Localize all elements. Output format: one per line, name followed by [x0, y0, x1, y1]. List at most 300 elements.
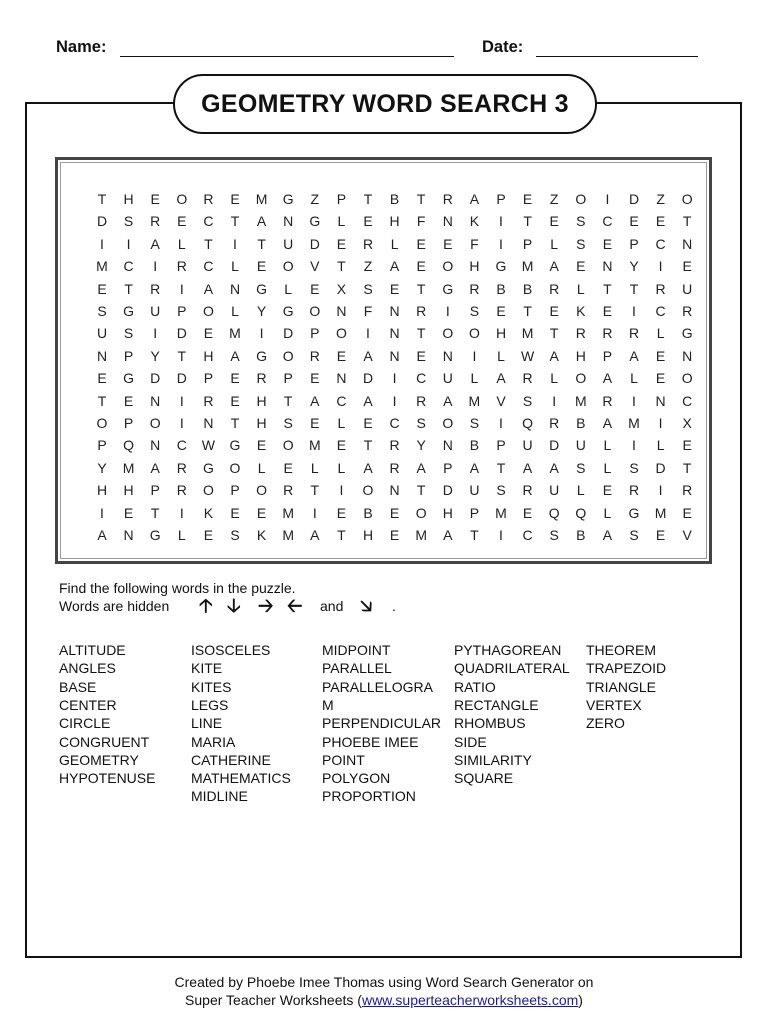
grid-letter[interactable]: P	[469, 504, 480, 521]
grid-letter[interactable]: I	[499, 213, 503, 230]
grid-letter[interactable]: N	[442, 213, 453, 230]
grid-letter[interactable]: U	[469, 482, 480, 499]
grid-letter[interactable]: A	[629, 347, 639, 364]
grid-letter[interactable]: I	[552, 392, 557, 409]
grid-letter[interactable]: T	[682, 459, 692, 476]
grid-letter[interactable]: E	[230, 504, 240, 521]
grid-letter[interactable]: I	[632, 437, 636, 454]
grid-letter[interactable]: M	[122, 459, 135, 476]
grid-letter[interactable]: T	[310, 482, 320, 499]
grid-letter[interactable]: E	[283, 459, 293, 476]
grid-letter[interactable]: O	[229, 459, 241, 476]
grid-letter[interactable]: W	[201, 437, 215, 454]
grid-letter[interactable]: U	[682, 280, 693, 297]
grid-letter[interactable]: G	[149, 527, 161, 543]
grid-letter[interactable]: D	[549, 437, 560, 454]
grid-letter[interactable]: A	[549, 258, 559, 275]
grid-letter[interactable]: T	[283, 392, 293, 409]
grid-letter[interactable]: I	[153, 325, 158, 342]
grid-letter[interactable]: A	[363, 347, 373, 364]
grid-letter[interactable]: S	[469, 415, 480, 431]
grid-letter[interactable]: T	[416, 191, 426, 207]
grid-letter[interactable]: R	[682, 482, 693, 499]
grid-letter[interactable]: S	[576, 459, 586, 476]
grid-letter[interactable]: U	[575, 437, 586, 454]
grid-letter[interactable]: Q	[548, 504, 560, 521]
grid-letter[interactable]: S	[576, 213, 586, 230]
grid-letter[interactable]: L	[310, 459, 319, 476]
grid-letter[interactable]: H	[256, 415, 267, 431]
grid-letter[interactable]: G	[123, 370, 135, 387]
grid-letter[interactable]: E	[496, 303, 506, 319]
grid-letter[interactable]: R	[442, 191, 453, 207]
grid-letter[interactable]: C	[203, 258, 214, 275]
grid-letter[interactable]: R	[176, 459, 187, 476]
grid-letter[interactable]: G	[442, 280, 454, 297]
grid-letter[interactable]: T	[523, 303, 532, 319]
grid-letter[interactable]: T	[337, 527, 346, 543]
grid-letter[interactable]: N	[203, 415, 214, 431]
grid-letter[interactable]: O	[176, 191, 188, 207]
grid-letter[interactable]: E	[389, 527, 400, 543]
grid-letter[interactable]: L	[497, 347, 505, 364]
grid-letter[interactable]: Z	[310, 191, 320, 207]
grid-letter[interactable]: A	[363, 459, 373, 476]
grid-letter[interactable]: A	[496, 370, 506, 387]
grid-letter[interactable]: R	[203, 392, 214, 409]
grid-letter[interactable]: H	[469, 258, 480, 275]
grid-letter[interactable]: V	[496, 392, 506, 409]
grid-letter[interactable]: E	[150, 191, 160, 207]
grid-letter[interactable]: E	[230, 191, 240, 207]
grid-letter[interactable]: B	[522, 280, 533, 297]
grid-letter[interactable]: N	[602, 258, 613, 275]
grid-letter[interactable]: P	[97, 437, 107, 454]
grid-letter[interactable]: L	[284, 280, 293, 297]
grid-letter[interactable]: E	[310, 280, 320, 297]
grid-letter[interactable]: C	[123, 258, 134, 275]
grid-letter[interactable]: R	[655, 280, 666, 297]
grid-letter[interactable]: M	[282, 527, 295, 543]
grid-letter[interactable]: Q	[522, 415, 534, 431]
grid-letter[interactable]: E	[336, 347, 347, 364]
grid-letter[interactable]: A	[363, 392, 373, 409]
grid-letter[interactable]: T	[230, 415, 240, 431]
grid-letter[interactable]: L	[656, 437, 665, 454]
grid-letter[interactable]: E	[123, 392, 134, 409]
grid-letter[interactable]: A	[469, 459, 480, 476]
grid-letter[interactable]: B	[363, 504, 373, 521]
grid-letter[interactable]: A	[443, 392, 453, 409]
grid-letter[interactable]: F	[416, 213, 426, 230]
grid-letter[interactable]: O	[309, 303, 321, 319]
grid-letter[interactable]: L	[177, 235, 186, 252]
grid-letter[interactable]: A	[230, 347, 240, 364]
grid-letter[interactable]: E	[682, 504, 692, 521]
grid-letter[interactable]: T	[337, 258, 346, 275]
grid-letter[interactable]: B	[576, 415, 586, 431]
grid-letter[interactable]: K	[576, 303, 586, 319]
grid-letter[interactable]: S	[496, 482, 506, 499]
grid-letter[interactable]: H	[256, 392, 267, 409]
grid-letter[interactable]: Y	[150, 347, 160, 364]
grid-letter[interactable]: G	[628, 504, 640, 521]
grid-letter[interactable]: A	[443, 527, 453, 543]
grid-letter[interactable]: E	[389, 280, 400, 297]
grid-letter[interactable]: P	[150, 482, 160, 499]
grid-letter[interactable]: M	[654, 504, 667, 521]
grid-letter[interactable]: N	[389, 482, 400, 499]
grid-letter[interactable]: L	[630, 370, 638, 387]
grid-letter[interactable]: X	[336, 280, 347, 297]
grid-letter[interactable]: S	[123, 325, 134, 342]
grid-letter[interactable]: G	[229, 437, 241, 454]
grid-letter[interactable]: O	[575, 191, 587, 207]
grid-letter[interactable]: N	[150, 437, 161, 454]
grid-letter[interactable]: U	[96, 325, 108, 342]
grid-letter[interactable]: E	[256, 504, 267, 521]
grid-letter[interactable]: R	[362, 235, 374, 252]
grid-letter[interactable]: D	[150, 370, 161, 387]
grid-letter[interactable]: S	[123, 213, 134, 230]
grid-letter[interactable]: M	[574, 392, 587, 409]
grid-letter[interactable]: L	[390, 235, 399, 252]
grid-letter[interactable]: P	[496, 191, 506, 207]
grid-letter[interactable]: C	[336, 392, 347, 409]
grid-letter[interactable]: N	[389, 347, 400, 364]
grid-letter[interactable]: L	[337, 213, 346, 230]
grid-letter[interactable]: A	[549, 459, 559, 476]
grid-letter[interactable]: P	[177, 303, 187, 319]
grid-letter[interactable]: T	[682, 213, 692, 230]
grid-letter[interactable]: N	[283, 213, 294, 230]
grid-letter[interactable]: V	[682, 527, 692, 543]
grid-letter[interactable]: E	[549, 213, 559, 230]
grid-letter[interactable]: N	[442, 347, 453, 364]
grid-letter[interactable]: R	[416, 392, 427, 409]
grid-letter[interactable]: O	[149, 415, 161, 431]
grid-letter[interactable]: N	[96, 347, 108, 364]
grid-letter[interactable]: I	[499, 415, 503, 431]
grid-letter[interactable]: R	[549, 415, 560, 431]
grid-letter[interactable]: H	[362, 527, 374, 543]
grid-letter[interactable]: E	[230, 392, 240, 409]
grid-letter[interactable]: C	[655, 303, 666, 319]
grid-letter[interactable]: L	[470, 370, 479, 387]
grid-letter[interactable]: P	[230, 482, 240, 499]
grid-letter[interactable]: A	[310, 527, 320, 543]
grid-letter[interactable]: G	[282, 303, 294, 319]
grid-letter[interactable]: E	[310, 370, 320, 387]
grid-letter[interactable]: E	[522, 191, 533, 207]
grid-letter[interactable]: I	[658, 482, 663, 499]
grid-letter[interactable]: O	[442, 258, 454, 275]
grid-letter[interactable]: C	[522, 527, 533, 543]
grid-letter[interactable]: P	[443, 459, 453, 476]
grid-letter[interactable]: B	[576, 527, 586, 543]
grid-letter[interactable]: Z	[656, 191, 665, 207]
grid-letter[interactable]: I	[392, 370, 397, 387]
grid-letter[interactable]: P	[602, 347, 613, 364]
grid-letter[interactable]: O	[202, 482, 214, 499]
grid-letter[interactable]: L	[177, 527, 186, 543]
grid-letter[interactable]: B	[389, 191, 400, 207]
grid-letter[interactable]: C	[602, 213, 613, 230]
grid-letter[interactable]: L	[337, 459, 346, 476]
grid-letter[interactable]: I	[499, 235, 503, 252]
grid-letter[interactable]: M	[495, 504, 507, 521]
grid-letter[interactable]: I	[179, 415, 184, 431]
grid-letter[interactable]: P	[336, 191, 347, 207]
grid-letter[interactable]: G	[495, 258, 507, 275]
grid-letter[interactable]: C	[655, 235, 666, 252]
grid-letter[interactable]: D	[96, 213, 108, 230]
grid-letter[interactable]: A	[150, 235, 160, 252]
grid-letter[interactable]: I	[339, 482, 344, 499]
grid-letter[interactable]: E	[602, 235, 613, 252]
grid-letter[interactable]: U	[150, 303, 161, 319]
grid-letter[interactable]: I	[632, 392, 636, 409]
grid-letter[interactable]: S	[522, 392, 533, 409]
grid-letter[interactable]: O	[468, 325, 480, 342]
grid-letter[interactable]: P	[123, 415, 134, 431]
grid-letter[interactable]: E	[177, 213, 187, 230]
grid-letter[interactable]: I	[179, 392, 184, 409]
grid-letter[interactable]: D	[362, 370, 374, 387]
grid-letter[interactable]: I	[658, 415, 663, 431]
grid-letter[interactable]: E	[256, 258, 267, 275]
grid-letter[interactable]: S	[283, 415, 293, 431]
grid-letter[interactable]: L	[576, 482, 585, 499]
grid-letter[interactable]: E	[389, 504, 400, 521]
date-field[interactable]	[536, 56, 698, 57]
grid-letter[interactable]: E	[336, 504, 347, 521]
grid-letter[interactable]: T	[97, 392, 107, 409]
grid-letter[interactable]: M	[628, 415, 640, 431]
grid-letter[interactable]: R	[575, 325, 586, 342]
grid-letter[interactable]: A	[416, 459, 426, 476]
grid-letter[interactable]: G	[681, 325, 693, 342]
grid-letter[interactable]: U	[442, 370, 453, 387]
grid-letter[interactable]: I	[658, 258, 663, 275]
grid-letter[interactable]: A	[310, 392, 320, 409]
grid-letter[interactable]: T	[416, 325, 426, 342]
grid-letter[interactable]: R	[309, 347, 320, 364]
grid-letter[interactable]: C	[203, 213, 214, 230]
grid-letter[interactable]: O	[362, 482, 374, 499]
grid-letter[interactable]: L	[550, 370, 559, 387]
grid-letter[interactable]: E	[576, 258, 586, 275]
grid-letter[interactable]: M	[96, 258, 108, 275]
grid-letter[interactable]: T	[230, 213, 240, 230]
grid-letter[interactable]: U	[283, 235, 294, 252]
grid-letter[interactable]: D	[442, 482, 453, 499]
grid-letter[interactable]: O	[681, 191, 693, 207]
grid-letter[interactable]: L	[603, 459, 612, 476]
grid-letter[interactable]: G	[309, 213, 321, 230]
grid-letter[interactable]: S	[629, 527, 639, 543]
grid-letter[interactable]: M	[521, 325, 534, 342]
grid-letter[interactable]: Y	[256, 303, 267, 319]
grid-letter[interactable]: W	[520, 347, 535, 364]
name-field[interactable]	[120, 56, 454, 57]
grid-letter[interactable]: L	[576, 280, 585, 297]
grid-letter[interactable]: G	[256, 280, 268, 297]
grid-letter[interactable]: P	[283, 370, 293, 387]
grid-letter[interactable]: M	[282, 504, 295, 521]
grid-letter[interactable]: D	[283, 325, 294, 342]
grid-letter[interactable]: I	[366, 325, 370, 342]
grid-letter[interactable]: O	[96, 415, 108, 431]
grid-letter[interactable]: T	[177, 347, 187, 364]
grid-letter[interactable]: T	[523, 213, 532, 230]
grid-letter[interactable]: E	[443, 235, 453, 252]
grid-letter[interactable]: E	[655, 213, 666, 230]
grid-letter[interactable]: I	[100, 504, 104, 521]
grid-letter[interactable]: O	[415, 504, 427, 521]
grid-letter[interactable]: E	[97, 280, 107, 297]
grid-letter[interactable]: A	[203, 280, 214, 297]
grid-letter[interactable]: R	[602, 325, 613, 342]
grid-letter[interactable]: E	[629, 213, 639, 230]
grid-letter[interactable]: I	[312, 504, 317, 521]
grid-letter[interactable]: E	[97, 370, 107, 387]
grid-letter[interactable]: E	[416, 258, 426, 275]
grid-letter[interactable]: N	[229, 280, 241, 297]
grid-letter[interactable]: Q	[123, 437, 135, 454]
grid-letter[interactable]: L	[656, 325, 665, 342]
grid-letter[interactable]: F	[363, 303, 373, 319]
grid-letter[interactable]: O	[282, 258, 294, 275]
grid-letter[interactable]: T	[97, 191, 107, 207]
grid-letter[interactable]: M	[415, 527, 428, 543]
grid-letter[interactable]: R	[389, 437, 400, 454]
grid-letter[interactable]: E	[655, 347, 666, 364]
grid-letter[interactable]: E	[336, 235, 347, 252]
grid-letter[interactable]: Y	[97, 459, 107, 476]
grid-letter[interactable]: S	[576, 235, 586, 252]
grid-letter[interactable]: T	[416, 280, 426, 297]
grid-letter[interactable]: D	[176, 370, 187, 387]
grid-letter[interactable]: R	[176, 482, 187, 499]
grid-letter[interactable]: K	[256, 527, 267, 543]
grid-letter[interactable]: H	[123, 191, 134, 207]
grid-letter[interactable]: C	[389, 415, 400, 431]
grid-letter[interactable]: H	[203, 347, 214, 364]
grid-letter[interactable]: E	[655, 527, 666, 543]
grid-letter[interactable]: G	[123, 303, 135, 319]
grid-letter[interactable]: E	[682, 258, 692, 275]
grid-letter[interactable]: D	[655, 459, 666, 476]
grid-letter[interactable]: E	[363, 213, 373, 230]
grid-letter[interactable]: E	[336, 437, 347, 454]
grid-letter[interactable]: R	[549, 280, 560, 297]
grid-letter[interactable]: G	[256, 347, 268, 364]
grid-letter[interactable]: O	[256, 482, 268, 499]
grid-letter[interactable]: R	[628, 325, 640, 342]
grid-letter[interactable]: L	[231, 303, 239, 319]
grid-letter[interactable]: R	[256, 370, 267, 387]
grid-letter[interactable]: R	[602, 392, 613, 409]
grid-letter[interactable]: Z	[549, 191, 559, 207]
grid-letter[interactable]: H	[495, 325, 507, 342]
grid-letter[interactable]: E	[602, 303, 613, 319]
grid-letter[interactable]: S	[629, 459, 639, 476]
grid-letter[interactable]: A	[150, 459, 160, 476]
grid-letter[interactable]: R	[389, 459, 400, 476]
grid-letter[interactable]: T	[496, 459, 506, 476]
grid-letter[interactable]: T	[416, 482, 426, 499]
grid-letter[interactable]: G	[282, 191, 294, 207]
grid-letter[interactable]: T	[204, 235, 213, 252]
grid-letter[interactable]: E	[655, 370, 666, 387]
grid-letter[interactable]: O	[202, 303, 214, 319]
grid-letter[interactable]: R	[150, 213, 161, 230]
grid-letter[interactable]: I	[472, 347, 477, 364]
grid-letter[interactable]: N	[655, 392, 666, 409]
grid-letter[interactable]: T	[470, 527, 479, 543]
grid-letter[interactable]: M	[229, 325, 241, 342]
grid-letter[interactable]: M	[308, 437, 321, 454]
grid-letter[interactable]: T	[363, 191, 373, 207]
grid-letter[interactable]: C	[682, 392, 693, 409]
grid-letter[interactable]: S	[549, 527, 559, 543]
grid-letter[interactable]: L	[231, 258, 239, 275]
grid-letter[interactable]: U	[522, 437, 533, 454]
grid-letter[interactable]: R	[682, 303, 693, 319]
grid-letter[interactable]: H	[575, 347, 586, 364]
grid-letter[interactable]: P	[496, 437, 506, 454]
grid-letter[interactable]: N	[150, 392, 161, 409]
grid-letter[interactable]: O	[335, 325, 347, 342]
grid-letter[interactable]: T	[603, 280, 612, 297]
grid-letter[interactable]: T	[124, 280, 133, 297]
grid-letter[interactable]: L	[603, 437, 612, 454]
grid-letter[interactable]: E	[416, 347, 426, 364]
grid-letter[interactable]: O	[442, 325, 454, 342]
grid-letter[interactable]: I	[126, 235, 131, 252]
grid-letter[interactable]: E	[310, 415, 320, 431]
grid-letter[interactable]: C	[176, 437, 187, 454]
grid-letter[interactable]: A	[97, 527, 107, 543]
grid-letter[interactable]: C	[416, 370, 427, 387]
grid-letter[interactable]: R	[628, 482, 640, 499]
grid-letter[interactable]: F	[470, 235, 479, 252]
grid-letter[interactable]: T	[549, 325, 559, 342]
grid-letter[interactable]: E	[230, 370, 240, 387]
grid-letter[interactable]: R	[469, 280, 480, 297]
grid-letter[interactable]: S	[363, 280, 373, 297]
grid-letter[interactable]: Q	[575, 504, 587, 521]
grid-letter[interactable]: V	[310, 258, 320, 275]
grid-letter[interactable]: H	[442, 504, 453, 521]
grid-letter[interactable]: I	[259, 325, 264, 342]
grid-letter[interactable]: N	[389, 303, 400, 319]
grid-letter[interactable]: A	[602, 415, 613, 431]
grid-letter[interactable]: E	[256, 437, 267, 454]
grid-letter[interactable]: Z	[363, 258, 373, 275]
grid-letter[interactable]: O	[282, 437, 294, 454]
grid-letter[interactable]: B	[469, 437, 480, 454]
grid-letter[interactable]: I	[605, 191, 610, 207]
grid-letter[interactable]: T	[150, 504, 160, 521]
grid-letter[interactable]: S	[469, 303, 480, 319]
website-link[interactable]: www.superteacherworksheets.com	[361, 992, 579, 1008]
grid-letter[interactable]: A	[389, 258, 400, 275]
grid-letter[interactable]: E	[602, 482, 613, 499]
grid-letter[interactable]: E	[203, 325, 214, 342]
grid-letter[interactable]: P	[203, 370, 214, 387]
